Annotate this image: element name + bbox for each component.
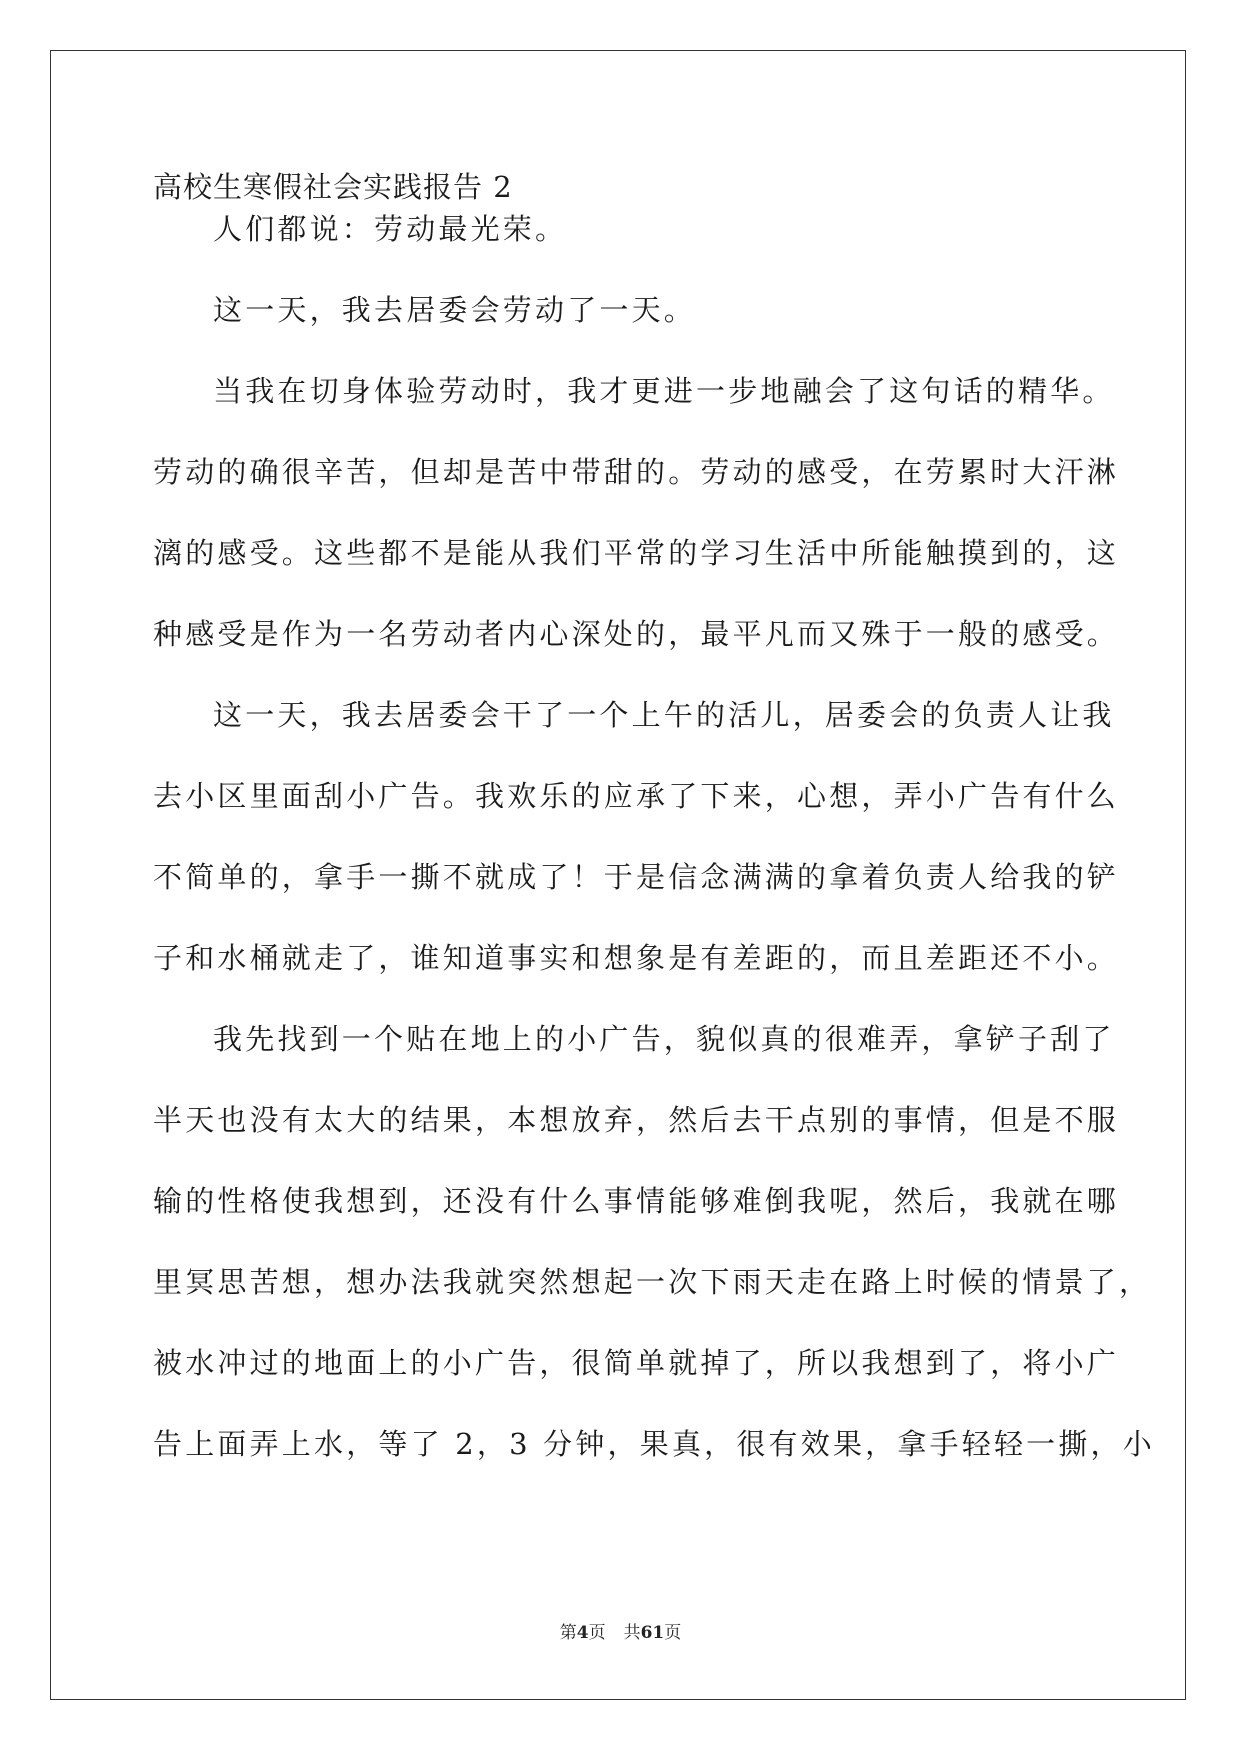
text-line: 这一天，我去居委会干了一个上午的活儿，居委会的负责人让我 (213, 698, 1115, 732)
text-line: 里冥思苦想，想办法我就突然想起一次下雨天走在路上时候的情景了， (153, 1265, 1152, 1299)
footer-total-suffix: 页 (664, 1623, 682, 1643)
footer-prefix: 第 (559, 1623, 577, 1643)
footer-total-prefix: 共 (623, 1623, 641, 1643)
total-page-count: 61 (640, 1623, 665, 1643)
text-line: 半天也没有太大的结果，本想放弃，然后去干点别的事情，但是不服 (153, 1103, 1120, 1137)
page-footer (0, 1618, 1241, 1643)
footer-page-suffix: 页 (588, 1623, 606, 1643)
text-line: 输的性格使我想到，还没有什么事情能够难倒我呢，然后，我就在哪 (153, 1184, 1120, 1218)
text-line: 不简单的，拿手一撕不就成了！于是信念满满的拿着负责人给我的铲 (153, 860, 1120, 894)
text-line: 去小区里面刮小广告。我欢乐的应承了下来，心想，弄小广告有什么 (153, 779, 1120, 813)
text-line: 人们都说：劳动最光荣。 (213, 212, 568, 246)
paragraph-3 (153, 351, 1120, 675)
paragraph-5 (153, 999, 1155, 1485)
document-title: 高校生寒假社会实践报告 2 (153, 170, 513, 204)
text-line: 我先找到一个贴在地上的小广告，貌似真的很难弄，拿铲子刮了 (213, 1022, 1115, 1056)
text-line: 子和水桶就走了，谁知道事实和想象是有差距的，而且差距还不小。 (153, 941, 1120, 975)
text-line: 告上面弄上水，等了 2，3 分钟，果真，很有效果，拿手轻轻一撕，小 (153, 1427, 1155, 1461)
text-line: 劳动的确很辛苦，但却是苦中带甜的。劳动的感受，在劳累时大汗淋 (153, 455, 1120, 489)
text-line: 被水冲过的地面上的小广告，很简单就掉了，所以我想到了，将小广 (153, 1346, 1120, 1380)
text-line: 漓的感受。这些都不是能从我们平常的学习生活中所能触摸到的，这 (153, 536, 1120, 570)
current-page-number: 4 (576, 1623, 589, 1643)
paragraph-2 (153, 270, 1091, 351)
paragraph-4 (153, 675, 1120, 999)
paragraph-1 (153, 189, 1091, 270)
text-line: 当我在切身体验劳动时，我才更进一步地融会了这句话的精华。 (213, 374, 1115, 408)
text-line: 种感受是作为一名劳动者内心深处的，最平凡而又殊于一般的感受。 (153, 617, 1120, 651)
text-line: 这一天，我去居委会劳动了一天。 (213, 293, 697, 327)
